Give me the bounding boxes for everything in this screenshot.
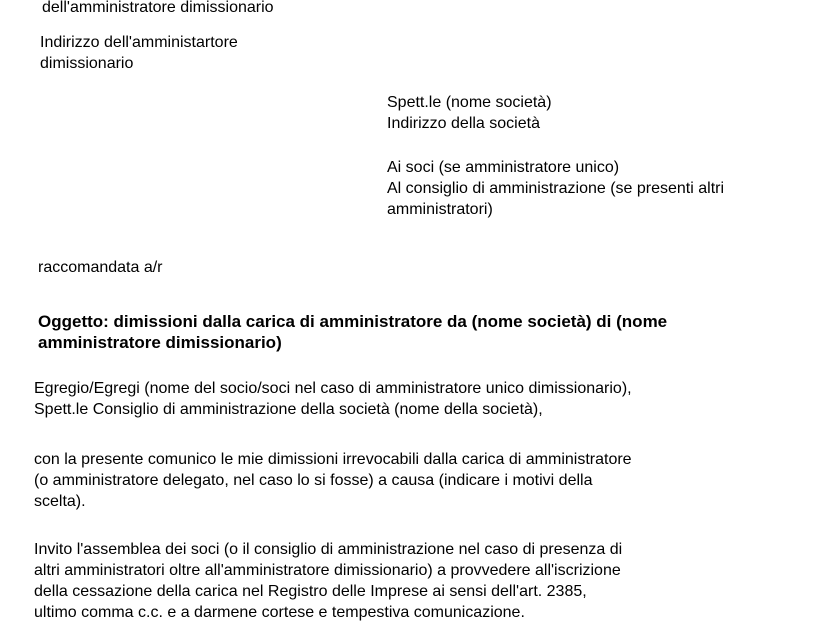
recipient-addressee-line: amministratori) — [387, 201, 493, 218]
recipient-line: Spett.le (nome società) — [387, 94, 552, 111]
sender-name — [42, 0, 274, 18]
subject-line: amministratore dimissionario) — [38, 333, 282, 352]
paragraph-line: scelta). — [34, 493, 86, 510]
subject — [38, 311, 667, 353]
recipient-addressee-line: Ai soci (se amministratore unico) — [387, 159, 620, 176]
paragraph-line: con la presente comunico le mie dimissioni irrevocabili dalla carica di amministratore — [34, 451, 632, 468]
sender-address — [40, 32, 238, 74]
paragraph-line: altri amministratori oltre all'amministratore dimissionario) a provvedere all'iscrizione — [34, 562, 621, 579]
paragraph-line: Invito l'assemblea dei soci (o il consiglio di amministrazione nel caso di presenza di — [34, 541, 623, 558]
sender-address-line: Indirizzo dell'amministartore — [40, 34, 238, 51]
subject-line: Oggetto: dimissioni dalla carica di amministratore da (nome società) di (nome — [38, 312, 668, 331]
paragraph-invitation — [34, 539, 622, 623]
sending-method — [38, 257, 163, 278]
sender-name-line: dell'amministratore dimissionario — [42, 0, 274, 16]
paragraph-line: ultimo comma c.c. e a darmene cortese e tempestiva comunicazione. — [34, 604, 525, 621]
greeting-line: Egregio/Egregi (nome del socio/soci nel caso di amministratore unico dimissionario), — [34, 380, 632, 397]
recipient-addressee-line: Al consiglio di amministrazione (se presenti altri — [387, 180, 725, 197]
sender-address-line: dimissionario — [40, 55, 134, 72]
recipient-addressees — [387, 157, 724, 220]
greeting — [34, 378, 632, 420]
paragraph-line: (o amministratore delegato, nel caso lo si fosse) a causa (indicare i motivi della — [34, 472, 593, 489]
greeting-line: Spett.le Consiglio di amministrazione della società (nome della società), — [34, 401, 543, 418]
paragraph-resignation — [34, 449, 632, 512]
recipient-line: Indirizzo della società — [387, 115, 540, 132]
paragraph-line: della cessazione della carica nel Registro delle Imprese ai sensi dell'art. 2385, — [34, 583, 587, 600]
recipient-block — [387, 92, 552, 134]
sending-method-text: raccomandata a/r — [38, 259, 163, 276]
